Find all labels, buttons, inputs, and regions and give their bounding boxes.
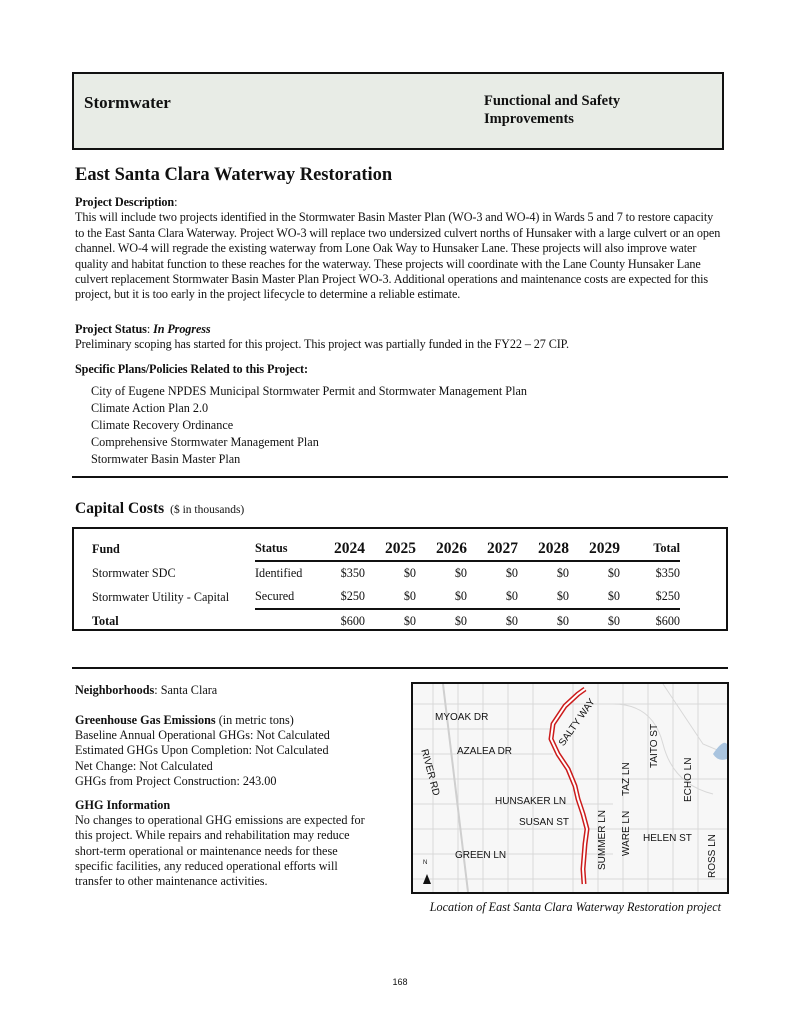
cell-fund: Total — [92, 613, 119, 628]
col-2027: 2027 — [467, 537, 518, 561]
map-label-taito: TAITO ST — [649, 723, 660, 768]
cell-2024: $350 — [340, 566, 365, 580]
cell-2028: $0 — [518, 585, 569, 609]
map-label-taz: TAZ LN — [621, 762, 632, 796]
cell-status: Secured — [255, 585, 321, 609]
col-2025: 2025 — [365, 537, 416, 561]
col-2029: 2029 — [569, 537, 620, 561]
ghg-info-text: No changes to operational GHG emissions are expected for this project. While repairs and rehabilitation may reduce short-term operational or maintenance needs for these specific facilities, any reduced operational efforts will transfer to other maintenance activities. — [75, 813, 365, 889]
cell-status — [255, 609, 321, 633]
project-type: Functional and Safety Improvements — [484, 93, 621, 127]
project-status: Project Status: In Progress Preliminary scoping has started for this project. This project was partially funded in the FY22 – 27 CIP. — [75, 322, 569, 352]
map-label-hunsaker: HUNSAKER LN — [495, 796, 567, 807]
col-2024: 2024 — [321, 537, 365, 561]
cell-2026: $0 — [454, 566, 467, 580]
cell-2027: $0 — [467, 585, 518, 609]
neighborhoods: Neighborhoods: Santa Clara — [75, 683, 218, 697]
table-row — [92, 561, 680, 585]
plan-item: City of Eugene NPDES Municipal Stormwater Permit and Stormwater Management Plan — [91, 384, 527, 398]
ghg-information — [75, 798, 375, 889]
table-row — [92, 585, 680, 609]
cell-2027: $0 — [505, 566, 518, 580]
description-label: Project Description — [75, 195, 175, 209]
ghg-emissions — [75, 713, 375, 789]
cell-2024: $250 — [321, 585, 365, 609]
cell-2025: $0 — [365, 585, 416, 609]
page-number: 168 — [392, 977, 408, 987]
header-box — [72, 72, 724, 150]
cell-total: $350 — [655, 566, 680, 580]
plan-item: Stormwater Basin Master Plan — [91, 452, 241, 466]
cell-2026: $0 — [454, 614, 467, 628]
capital-costs-subtitle: ($ in thousands) — [170, 504, 245, 516]
cell-2029: $0 — [607, 566, 620, 580]
status-value: In Progress — [153, 322, 211, 336]
map-label-myoak: MYOAK DR — [435, 712, 489, 723]
capital-costs-title: Capital Costs — [75, 500, 165, 517]
cell-2028: $0 — [556, 614, 569, 628]
map-label-susan: SUSAN ST — [519, 817, 570, 828]
location-map — [411, 682, 729, 894]
map-label-river: RIVER RD — [418, 748, 442, 798]
ghg-label: Greenhouse Gas Emissions — [75, 713, 216, 727]
plan-item: Comprehensive Stormwater Management Plan — [91, 435, 319, 449]
status-text: Preliminary scoping has started for this project. This project was partially funded in the FY22 – 27 CIP. — [75, 337, 569, 352]
col-total: Total — [620, 537, 680, 561]
cell-2029: $0 — [607, 614, 620, 628]
cell-status: Identified — [255, 566, 303, 580]
cell-fund: Stormwater SDC — [92, 565, 176, 580]
plans-heading: Specific Plans/Policies Related to this Project: — [75, 362, 308, 376]
cell-2025: $0 — [403, 566, 416, 580]
description-text: This will include two projects identified in the Stormwater Basin Master Plan (WO-3 and WO-4) in Wards 5 and 7 to restore capacity to the East Santa Clara Waterway. Project WO-3 will replace two undersized culvert norths of Hunsaker with a large culvert or an open channel. WO-4 will regrade the existing waterway from Lone Oak Way to Hunsaker Lane. These projects will also improve water quality and habitat function to these reaches for the waterway. These projects will coordinate with the Lane County Hunsaker Lane culvert replacement Stormwater Basin Master Plan Project WO-3. Additional operations and maintenance costs are expected for this project, but it is too early in the project lifecycle to determine a reliable estimate. — [75, 210, 721, 302]
map-label-salty: SALTY WAY — [557, 696, 598, 749]
status-label: Project Status — [75, 322, 147, 336]
cell-2027: $0 — [505, 614, 518, 628]
cell-2025: $0 — [403, 614, 416, 628]
map-label-azalea: AZALEA DR — [457, 746, 513, 757]
project-description: Project Description: This will include two projects identified in the Stormwater Basin Master Plan (WO-3 and WO-4) in Wards 5 and 7 to restore capacity to the East Santa Clara Waterway. Project WO-3 will replace two undersized culvert norths of Hunsaker with a large culvert or an open channel. WO-4 will regrade the existing waterway from Lone Oak Way to Hunsaker Lane. These projects will also improve water quality and habitat function to these reaches for the waterway. These projects will coordinate with the Lane County Hunsaker Lane culvert replacement Stormwater Basin Master Plan Project WO-3. Additional operations and maintenance costs are expected for this project, but it is too early in the project lifecycle to determine a reliable estimate. — [75, 195, 721, 302]
ghg-info-label: GHG Information — [75, 798, 171, 812]
map-label-summer: SUMMER LN — [597, 809, 608, 870]
cell-2026: $0 — [416, 585, 467, 609]
map-label-helen: HELEN ST — [643, 833, 692, 844]
ghg-line: Estimated GHGs Upon Completion: Not Calculated — [75, 743, 329, 758]
col-fund: Fund — [92, 541, 120, 556]
cell-fund: Stormwater Utility - Capital — [92, 589, 230, 604]
neighborhoods-value: Santa Clara — [160, 683, 218, 697]
cell-total: $250 — [620, 585, 680, 609]
map-label-ware: WARE LN — [621, 810, 632, 856]
col-2026: 2026 — [416, 537, 467, 561]
category-title: Stormwater — [84, 93, 171, 112]
cell-2024: $600 — [340, 614, 365, 628]
table-total-row — [92, 609, 680, 633]
map-label-ross: ROSS LN — [707, 834, 718, 878]
cell-2028: $0 — [556, 566, 569, 580]
plan-item: Climate Recovery Ordinance — [91, 418, 234, 432]
map-label-green: GREEN LN — [455, 850, 507, 861]
map-north-label: N — [423, 860, 428, 866]
table-header-row — [92, 537, 680, 561]
map-label-echo: ECHO LN — [683, 757, 694, 802]
section-divider — [72, 476, 728, 478]
plan-item: Climate Action Plan 2.0 — [91, 401, 209, 415]
capital-costs-table — [92, 537, 680, 633]
capital-costs-table-box — [72, 527, 728, 631]
capital-costs-heading — [75, 500, 244, 518]
ghg-line: GHGs from Project Construction: 243.00 — [75, 773, 277, 788]
section-divider — [72, 667, 728, 669]
project-title: East Santa Clara Waterway Restoration — [75, 165, 393, 185]
map-caption: Location of East Santa Clara Waterway Restoration project — [429, 900, 721, 914]
water-body — [713, 743, 727, 760]
neighborhoods-label: Neighborhoods — [75, 683, 155, 697]
ghg-line: Baseline Annual Operational GHGs: Not Calculated — [75, 728, 330, 743]
cell-2029: $0 — [569, 585, 620, 609]
plans-list — [91, 383, 527, 468]
col-2028: 2028 — [518, 537, 569, 561]
col-status: Status — [255, 537, 321, 561]
ghg-line: Net Change: Not Calculated — [75, 758, 213, 773]
cell-total: $600 — [655, 614, 680, 628]
ghg-unit: (in metric tons) — [218, 713, 294, 727]
